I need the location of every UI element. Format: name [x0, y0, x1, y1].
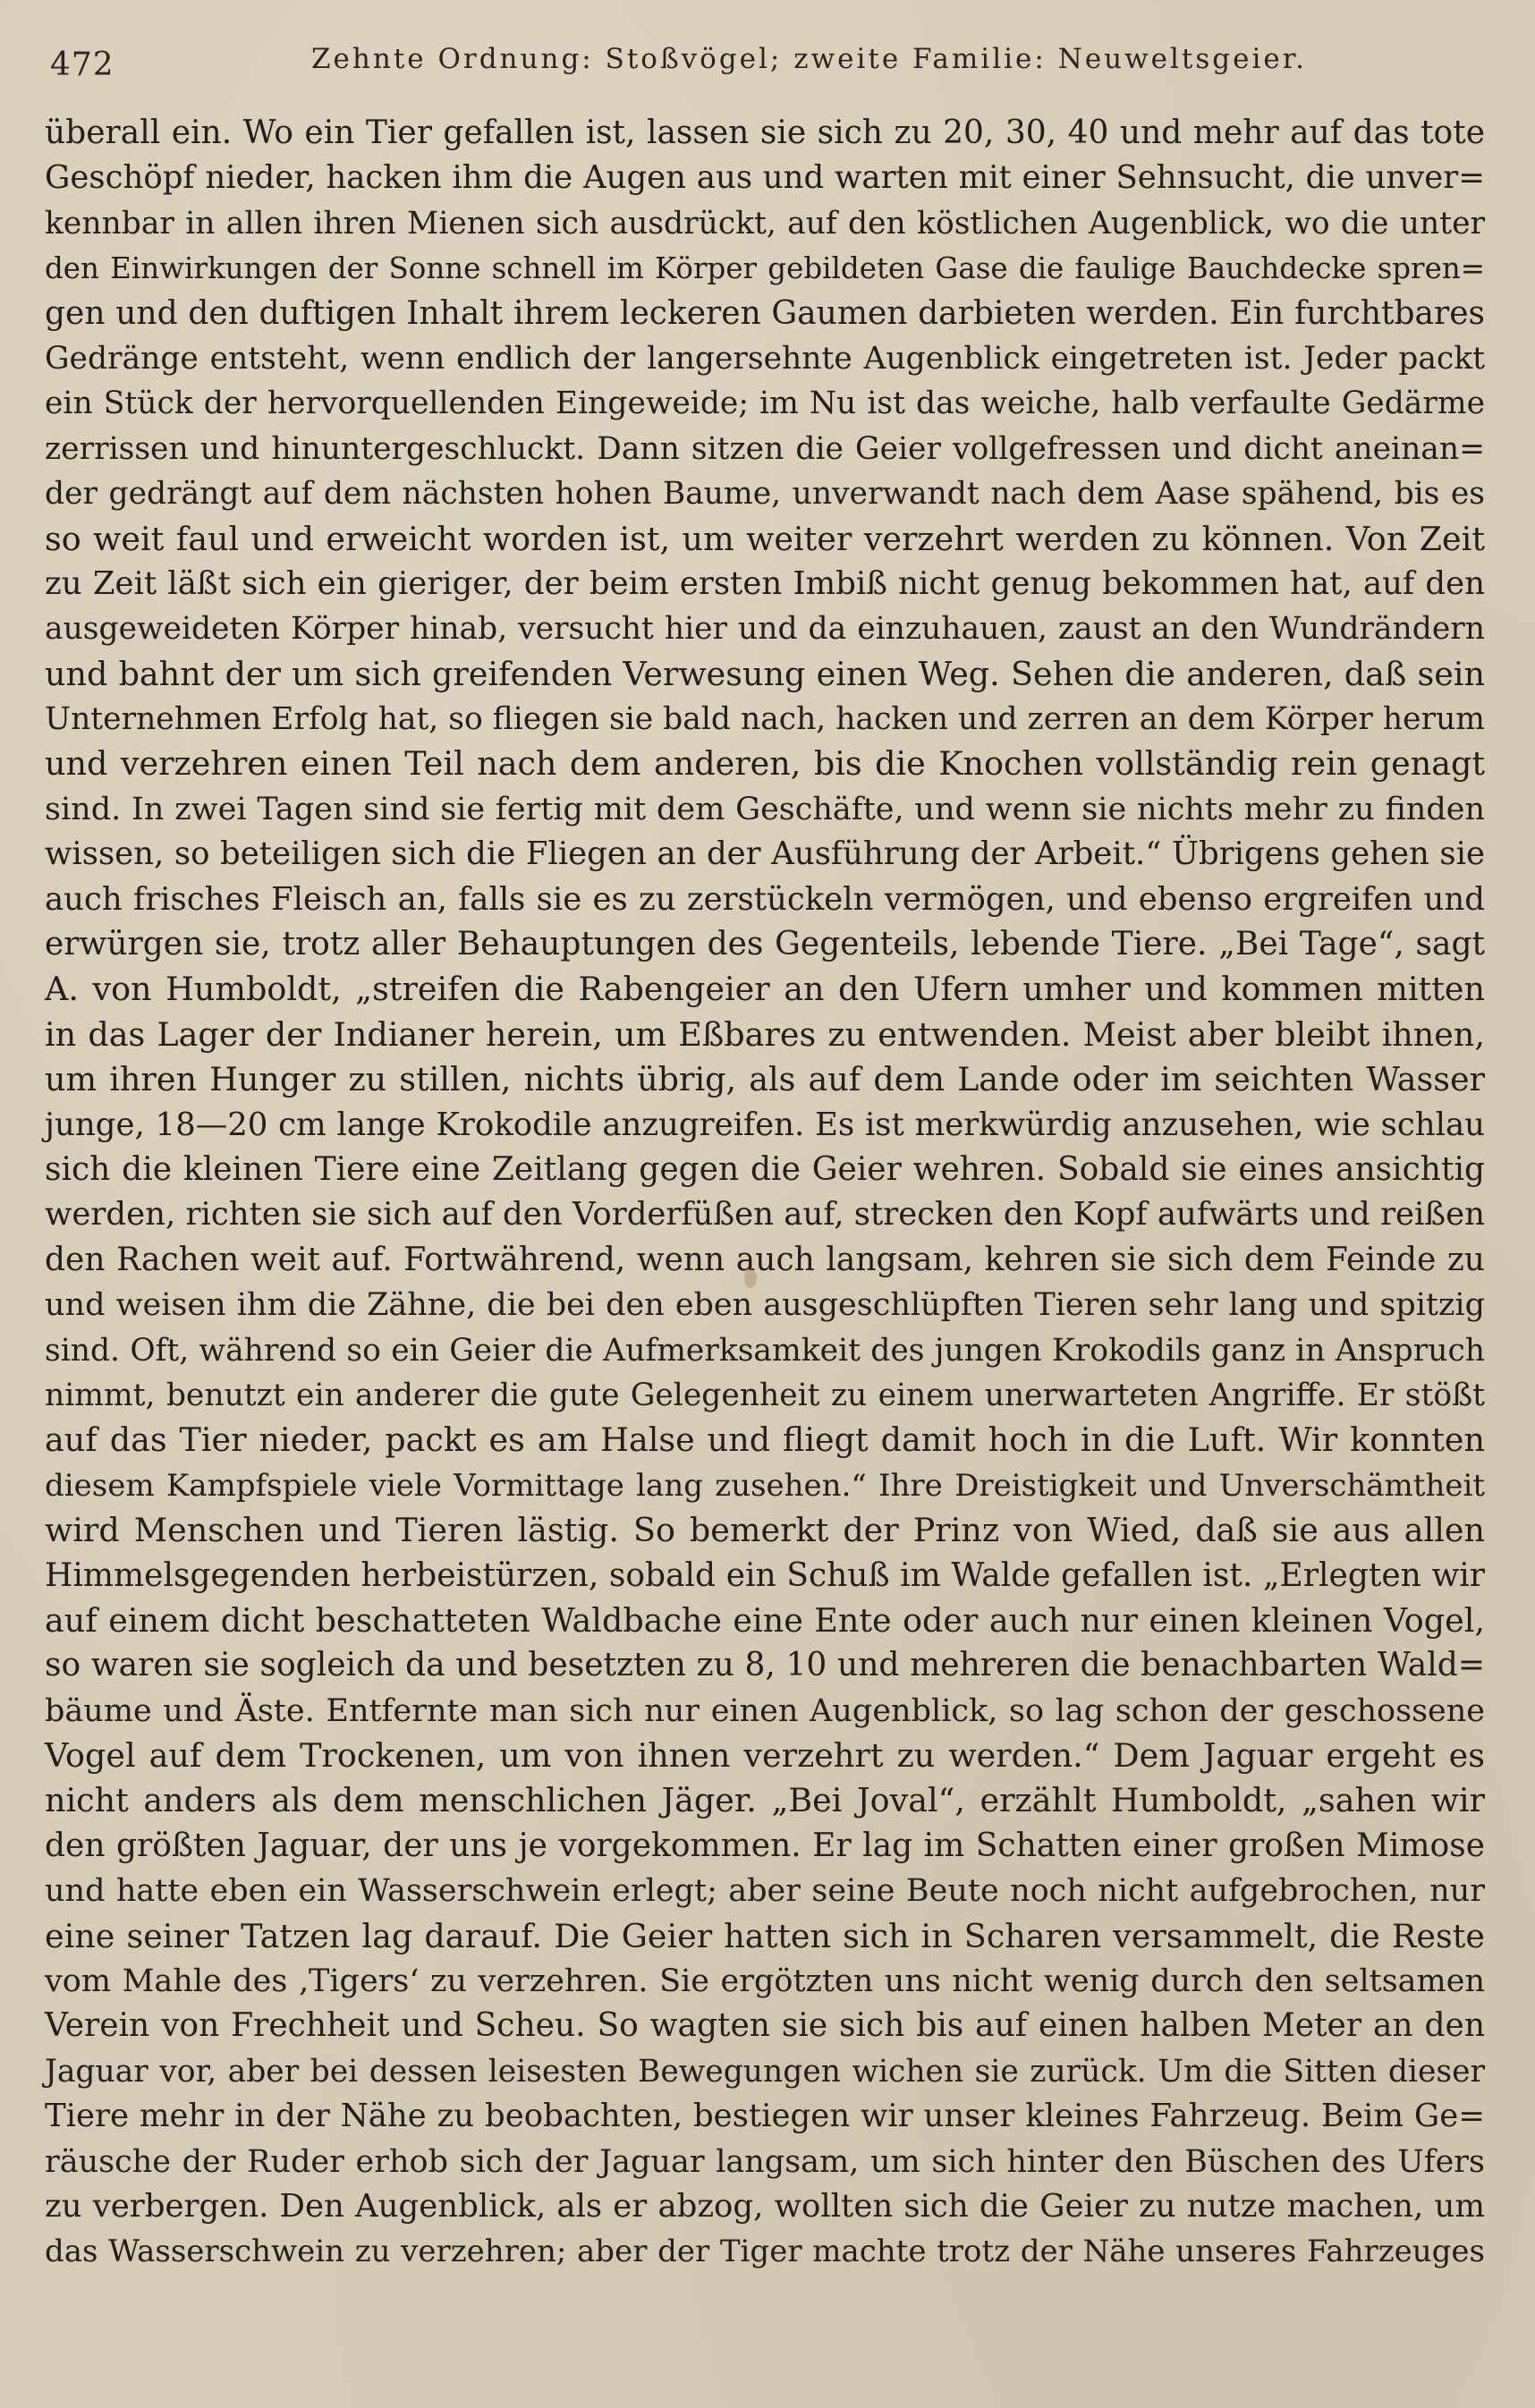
text-line: so weit faul und erweicht worden ist, um weiter verzehrt werden zu können. Von Zeit	[45, 519, 1485, 558]
text-line: und verzehren einen Teil nach dem anderen, bis die Knochen vollständig rein genagt	[45, 744, 1485, 784]
text-line: eine seiner Tatzen lag darauf. Die Geier hatten sich in Scharen versammelt, die Reste	[45, 1916, 1485, 1955]
text-line: nimmt, benutzt ein anderer die gute Gelegenheit zu einem unerwarteten Angriffe. Er stößt	[45, 1377, 1485, 1413]
page-number: 472	[50, 47, 114, 83]
text-line: Gedränge entsteht, wenn endlich der langersehnte Augenblick eingetreten ist. Jeder packt	[45, 340, 1485, 377]
text-line: und weisen ihm die Zähne, die bei den eben ausgeschlüpften Tieren sehr lang und spitzig	[45, 1287, 1485, 1324]
text-line: räusche der Ruder erhob sich der Jaguar langsam, um sich hinter den Büschen des Ufers	[45, 2143, 1485, 2180]
text-line: den Einwirkungen der Sonne schnell im Körper gebildeten Gase die faulige Bauchdecke spren=	[45, 251, 1485, 286]
text-line: sich die kleinen Tiere eine Zeitlang gegen die Geier wehren. Sobald sie eines ansichtig	[45, 1150, 1485, 1188]
text-line: auf das Tier nieder, packt es am Halse und fliegt damit hoch in die Luft. Wir konnten	[45, 1420, 1485, 1460]
text-line: Unternehmen Erfolg hat, so fliegen sie bald nach, hacken und zerren an dem Körper herum	[45, 701, 1485, 738]
running-head: Zehnte Ordnung: Stoßvögel; zweite Familie: Neuweltsgeier.	[311, 43, 1308, 75]
text-line: Verein von Frechheit und Scheu. So wagten sie sich bis auf einen halben Meter an den	[45, 2007, 1485, 2045]
text-line: Vogel auf dem Trockenen, um von ihnen verzehrt zu werden.“ Dem Jaguar ergeht es	[45, 1736, 1485, 1776]
text-line: gen und den duftigen Inhalt ihrem leckeren Gaumen darbieten werden. Ein furchtbares	[45, 294, 1485, 332]
text-line: nicht anders als dem menschlichen Jäger. „Bei Joval“, erzählt Humboldt, „sahen wir	[45, 1781, 1485, 1820]
text-line: den größten Jaguar, der uns je vorgekommen. Er lag im Schatten einer großen Mimose	[45, 1827, 1485, 1864]
text-line: Himmelsgegenden herbeistürzen, sobald ein Schuß im Walde gefallen ist. „Erlegten wir	[45, 1556, 1485, 1594]
text-line: und hatte eben ein Wasserschwein erlegt; aber seine Beute noch nicht aufgebrochen, nur	[45, 1873, 1485, 1910]
body-text	[45, 111, 1485, 2275]
text-line: den Rachen weit auf. Fortwährend, wenn auch langsam, kehren sie sich dem Feinde zu	[45, 1241, 1485, 1278]
text-line: wird Menschen und Tieren lästig. So bemerkt der Prinz von Wied, daß sie aus allen	[45, 1511, 1485, 1550]
text-line: werden, richten sie sich auf den Vorderfüßen auf, strecken den Kopf aufwärts und reißen	[45, 1196, 1485, 1234]
text-line: wissen, so beteiligen sich die Fliegen an der Ausführung der Arbeit.“ Übrigens gehen sie	[45, 835, 1485, 873]
text-line: diesem Kampfspiele viele Vormittage lang zusehen.“ Ihre Dreistigkeit und Unverschämtheit	[45, 1467, 1485, 1504]
text-line: zerrissen und hinuntergeschluckt. Dann sitzen die Geier vollgefressen und dicht aneinan=	[45, 430, 1485, 467]
text-line: ein Stück der hervorquellenden Eingeweide; im Nu ist das weiche, halb verfaulte Gedärme	[45, 386, 1485, 422]
text-line: auf einem dicht beschatteten Waldbache eine Ente oder auch nur einen kleinen Vogel,	[45, 1600, 1485, 1640]
text-line: junge, 18—20 cm lange Krokodile anzugreifen. Es ist merkwürdig anzusehen, wie schlau	[45, 1106, 1485, 1143]
text-line: zu Zeit läßt sich ein gieriger, der beim ersten Imbiß nicht genug bekommen hat, auf den	[45, 564, 1485, 602]
text-line: auch frisches Fleisch an, falls sie es zu zerstückeln vermögen, und ebenso ergreifen und	[45, 880, 1485, 918]
text-line: kennbar in allen ihren Mienen sich ausdrückt, auf den köstlichen Augenblick, wo die unter	[45, 205, 1485, 242]
text-line: ausgeweideten Körper hinab, versucht hier und da einzuhauen, zaust an den Wundrändern	[45, 611, 1485, 648]
text-line: bäume und Äste. Entfernte man sich nur einen Augenblick, so lag schon der geschossene	[45, 1692, 1485, 1729]
text-line: der gedrängt auf dem nächsten hohen Baume, unverwandt nach dem Aase spähend, bis es	[45, 476, 1485, 513]
text-line: Tiere mehr in der Nähe zu beobachten, bestiegen wir unser kleines Fahrzeug. Beim Ge=	[45, 2098, 1485, 2135]
text-line: das Wasserschwein zu verzehren; aber der Tiger machte trotz der Nähe unseres Fahrzeuges	[45, 2234, 1485, 2270]
text-line: in das Lager der Indianer herein, um Eßbares zu entwenden. Meist aber bleibt ihnen,	[45, 1014, 1485, 1054]
paper-stain	[744, 1268, 757, 1288]
text-line: überall ein. Wo ein Tier gefallen ist, lassen sie sich zu 20, 30, 40 und mehr auf das tote	[45, 114, 1485, 151]
text-line: sind. In zwei Tagen sind sie fertig mit dem Geschäfte, und wenn sie nichts mehr zu finden	[45, 791, 1485, 827]
text-line: A. von Humboldt, „streifen die Rabengeier an den Ufern umher und kommen mitten	[45, 970, 1485, 1009]
text-line: und bahnt der um sich greifenden Verwesung einen Weg. Sehen die anderen, daß sein	[45, 654, 1485, 693]
text-line: sind. Oft, während so ein Geier die Aufmerksamkeit des jungen Krokodils ganz in Anspruch	[45, 1332, 1485, 1369]
text-line: zu verbergen. Den Augenblick, als er abzog, wollten sich die Geier zu nutze machen, um	[45, 2187, 1485, 2225]
text-line: Geschöpf nieder, hacken ihm die Augen aus und warten mit einer Sehnsucht, die unver=	[45, 159, 1485, 197]
page-header	[43, 34, 1481, 97]
text-line: vom Mahle des ‚Tigers‘ zu verzehren. Sie ergötzten uns nicht wenig durch den seltsamen	[45, 1963, 1485, 2000]
text-line: um ihren Hunger zu stillen, nichts übrig, als auf dem Lande oder im seichten Wasser	[45, 1060, 1485, 1099]
text-line: Jaguar vor, aber bei dessen leisesten Bewegungen wichen sie zurück. Um die Sitten dieser	[45, 2053, 1485, 2090]
text-line: erwürgen sie, trotz aller Behauptungen des Gegenteils, lebende Tiere. „Bei Tage“, sagt	[45, 926, 1485, 963]
text-line: so waren sie sogleich da und besetzten zu 8, 10 und mehreren die benachbarten Wald=	[45, 1647, 1485, 1684]
